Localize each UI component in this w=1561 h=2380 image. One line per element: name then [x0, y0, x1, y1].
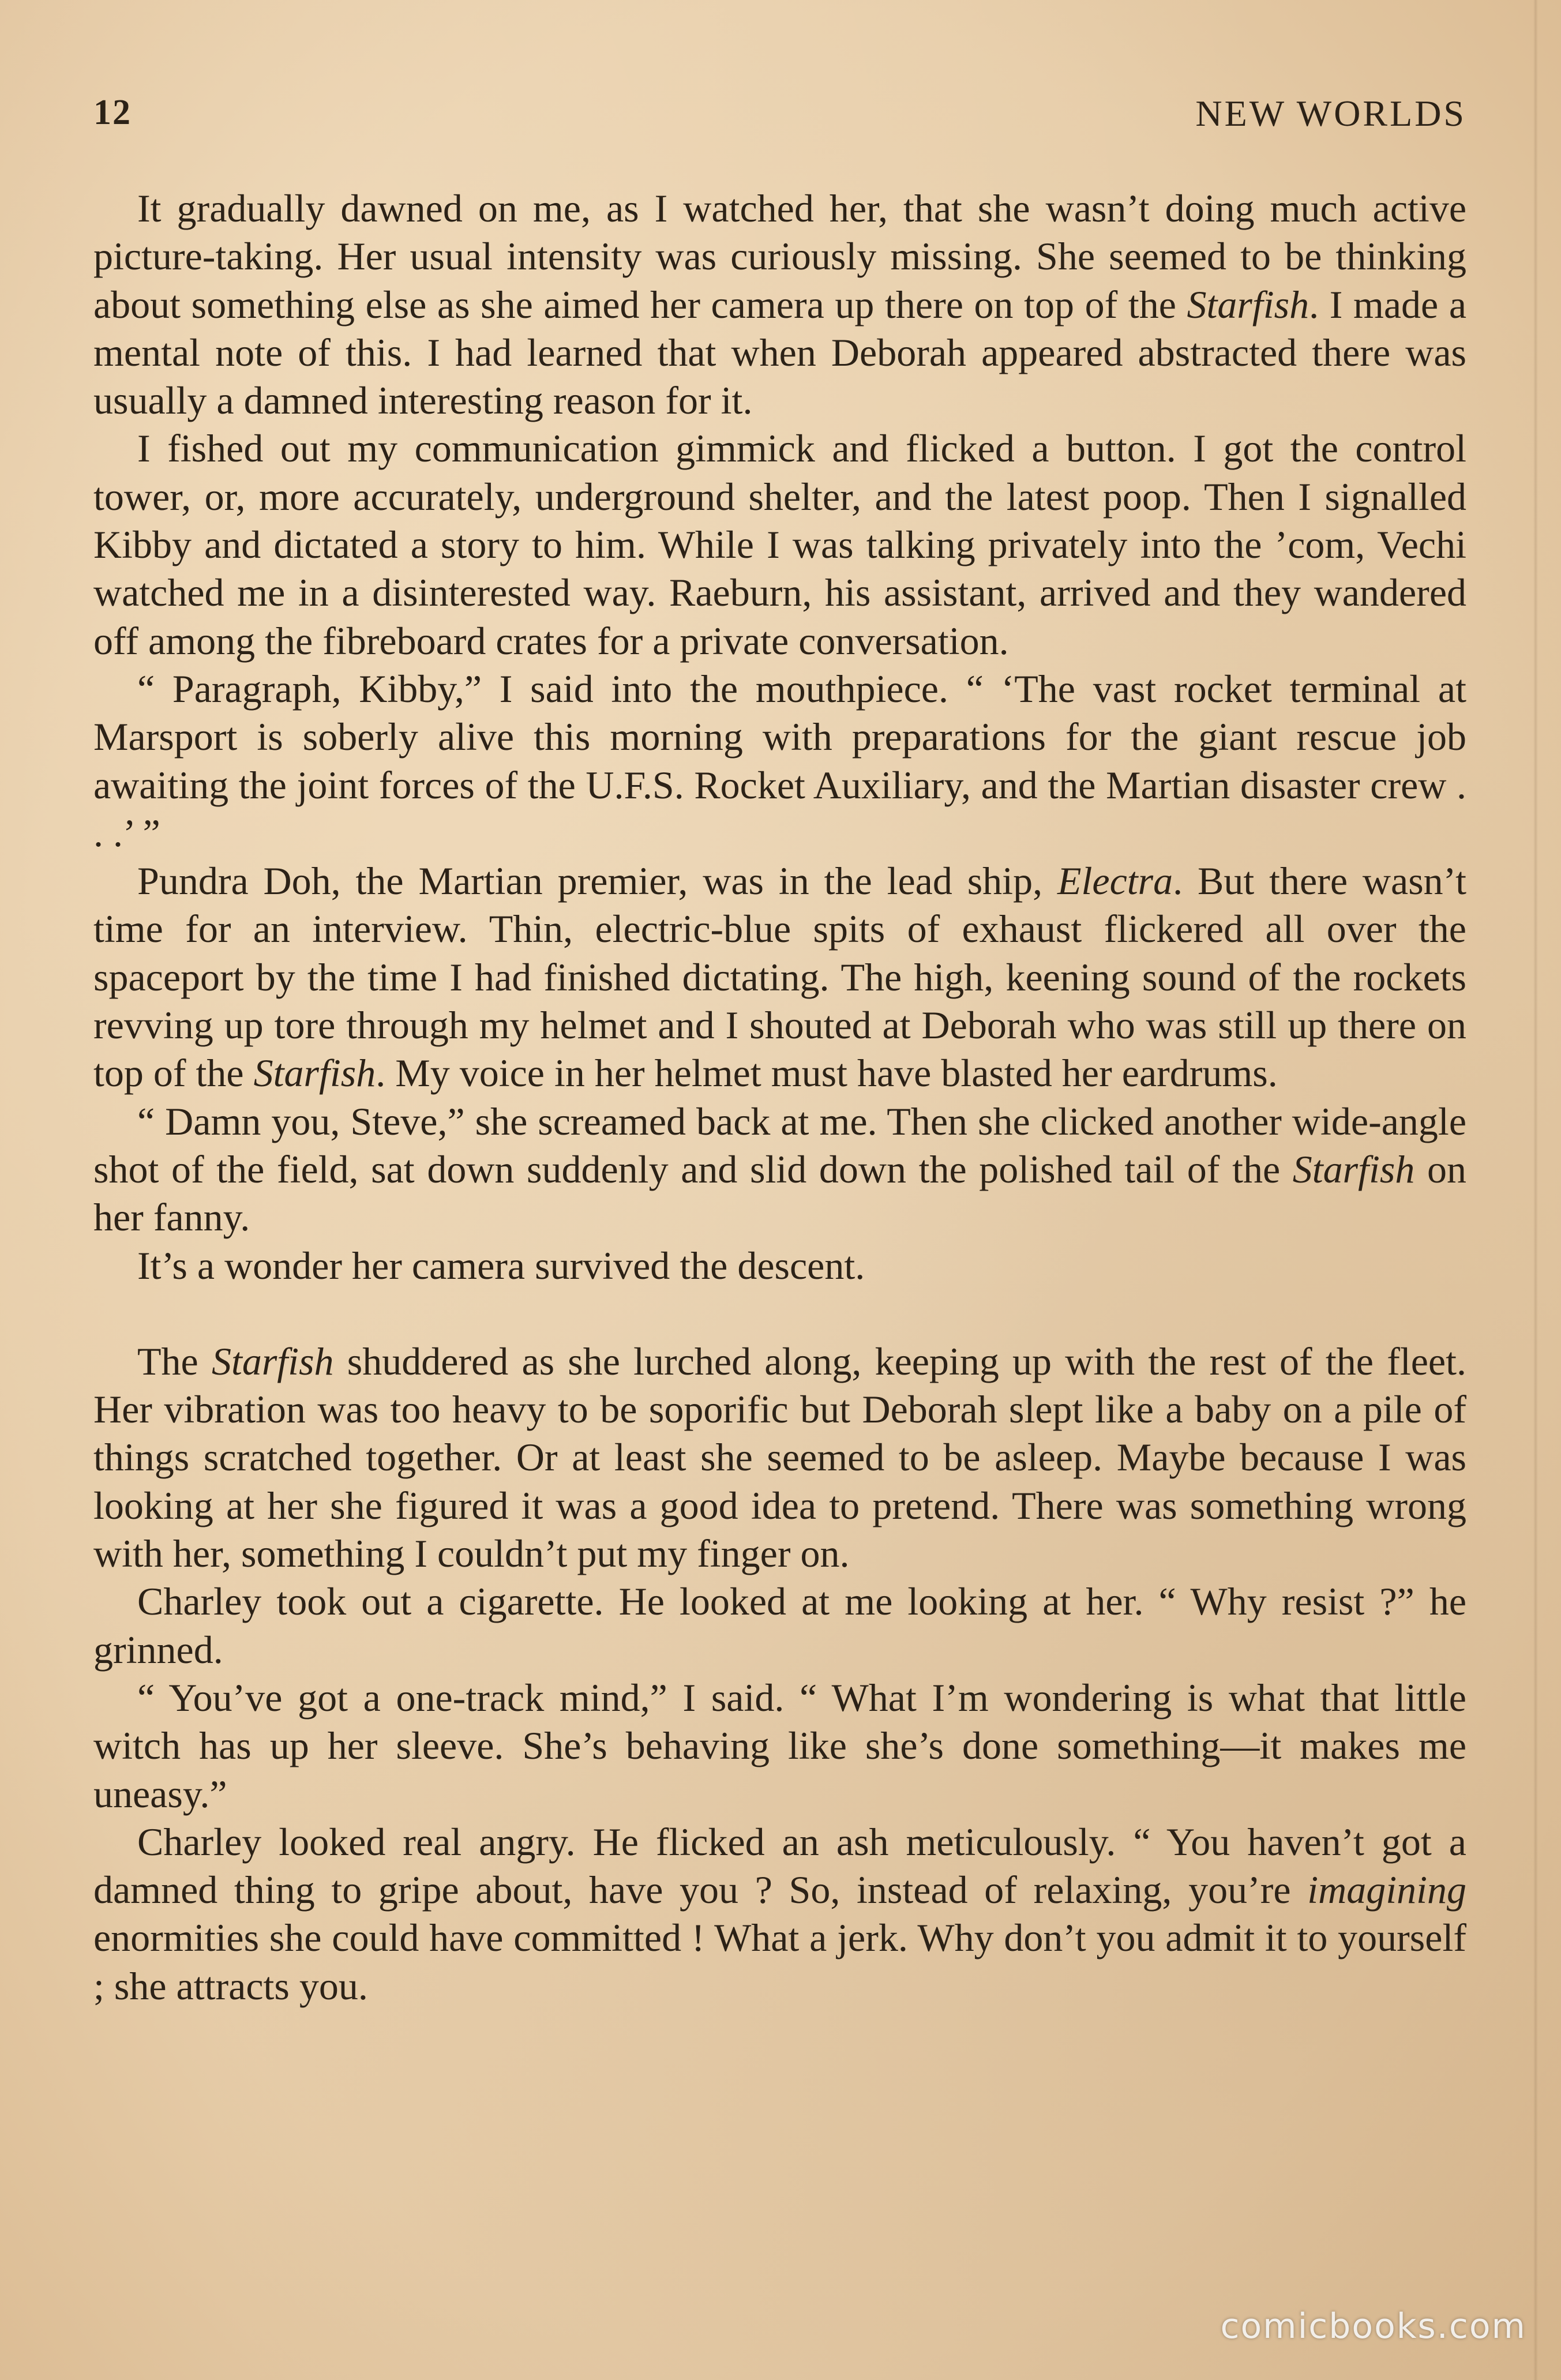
- italic-text: Starfish: [1187, 282, 1309, 326]
- italic-text: Electra: [1057, 859, 1173, 903]
- italic-text: imagining: [1307, 1868, 1466, 1912]
- paragraph: [93, 1578, 1466, 1674]
- paragraph: [93, 1098, 1466, 1242]
- text-run: . My voice in her helmet must have blasted her eardrums.: [376, 1051, 1278, 1095]
- italic-text: Starfish: [211, 1339, 334, 1383]
- italic-text: Starfish: [1292, 1147, 1415, 1191]
- paragraph: [93, 665, 1466, 857]
- text-run: “ You’ve got a one-track mind,” I said. “ What I’m wondering is what that little witch has up her sleeve. She’s behaving like she’s done something—it makes me uneasy.”: [93, 1675, 1466, 1816]
- paragraph: [93, 857, 1466, 1097]
- paragraph: [93, 1674, 1466, 1818]
- italic-text: Starfish: [253, 1051, 376, 1095]
- paragraph: [93, 185, 1466, 425]
- text-run: Pundra Doh, the Martian premier, was in the lead ship,: [137, 859, 1057, 903]
- text-run: It’s a wonder her camera survived the descent.: [137, 1243, 865, 1287]
- text-run: enormities she could have committed ! What a jerk. Why don’t you admit it to yourself ; she attracts you.: [93, 1916, 1466, 2008]
- paragraph: [93, 1338, 1466, 1578]
- running-title: NEW WORLDS: [1195, 93, 1466, 134]
- paragraph: [93, 1242, 1466, 1290]
- text-run: “ Paragraph, Kibby,” I said into the mouthpiece. “ ‘The vast rocket terminal at Marsport is soberly alive this morning with preparations for the giant rescue job awaiting the joint forces of the U.F.S. Rocket Auxiliary, and the Martian disaster crew . . .’ ”: [93, 666, 1466, 855]
- text-run: “ Damn you, Steve,” she screamed back at me. Then she clicked another wide-angle shot of the field, sat down suddenly and slid down the polished tail of the: [93, 1099, 1466, 1191]
- text-run: I fished out my communication gimmick and flicked a button. I got the control tower, or, more accurately, underground shelter, and the latest poop. Then I signalled Kibby and dictated a story to him. While I was talking privately into the ’com, Vechi watched me in a disinterested way. Raeburn, his assistant, arrived and they wandered off among the fibreboard crates for a private conversation.: [93, 426, 1466, 663]
- page-crease: [1533, 0, 1538, 2380]
- text-run: . But there wasn’t time for an interview. Thin, electric-blue spits of exhaust flickered all over the spaceport by the time I had finished dictating. The high, keening sound of the rockets revving up tore through my helmet and I shouted at Deborah who was still up there on top of the: [93, 859, 1466, 1095]
- text-run: The: [137, 1339, 212, 1383]
- text-run: . I made a mental note of this. I had learned that when Deborah appeared abstracted there was usually a damned interesting reason for it.: [93, 282, 1466, 423]
- text-run: on her fanny.: [93, 1147, 1466, 1240]
- text-run: It gradually dawned on me, as I watched her, that she wasn’t doing much active picture-taking. Her usual intensity was curiously missing. She seemed to be thinking about something else as she aimed her camera up there on top of the: [93, 186, 1466, 326]
- page-header: [93, 92, 1466, 144]
- watermark: comicbooks.com: [1220, 2306, 1526, 2347]
- page-number: 12: [93, 93, 132, 132]
- body-text: [93, 185, 1466, 2010]
- text-run: Charley looked real angry. He flicked an ash meticulously. “ You haven’t got a damned thing to gripe about, have you ? So, instead of relaxing, you’re: [93, 1819, 1466, 1912]
- text-run: Charley took out a cigarette. He looked at me looking at her. “ Why resist ?” he grinned.: [93, 1579, 1466, 1672]
- paragraph: [93, 1818, 1466, 2010]
- paragraph: [93, 425, 1466, 665]
- text-run: shuddered as she lurched along, keeping up with the rest of the fleet. Her vibration was too heavy to be soporific but Deborah slept like a baby on a pile of things scratched together. Or at least she seemed to be asleep. Maybe because I was looking at her she figured it was a good idea to pretend. There was something wrong with her, something I couldn’t put my finger on.: [93, 1339, 1466, 1576]
